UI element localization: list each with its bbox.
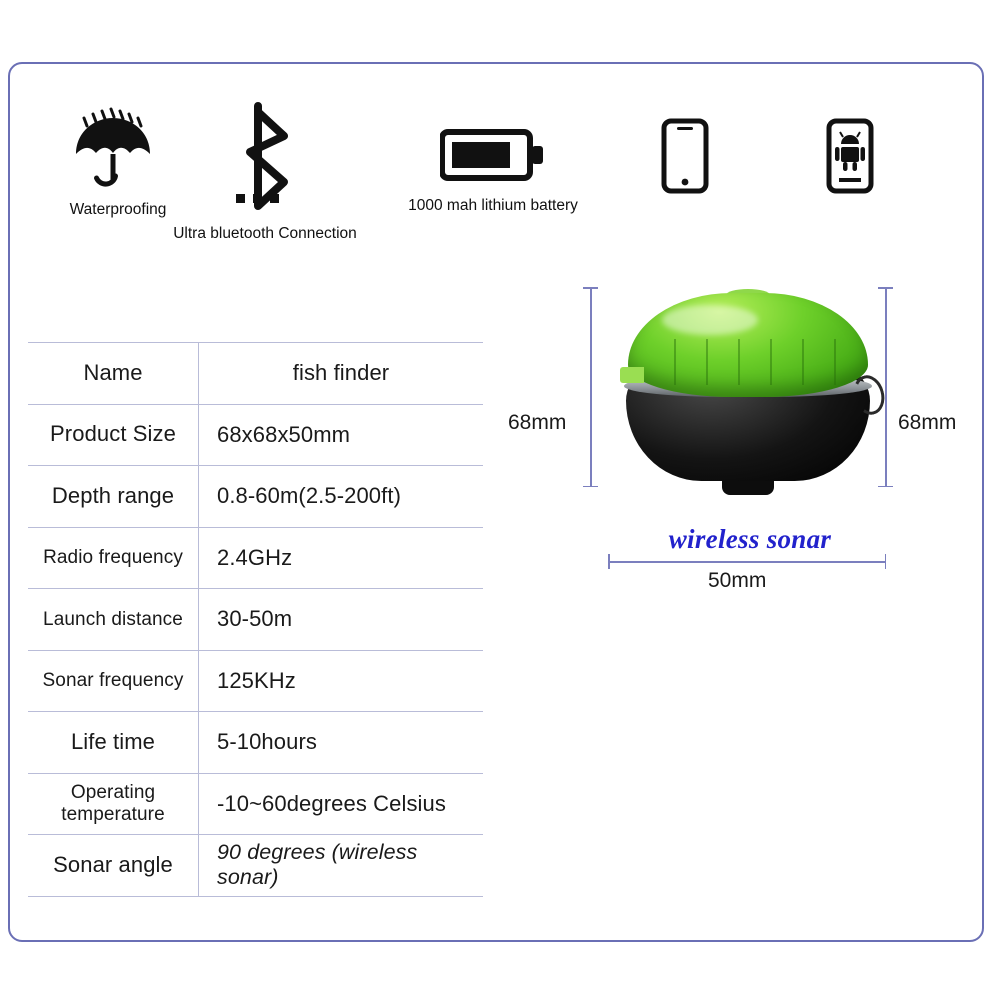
spec-key: Sonar angle (28, 835, 199, 897)
table-row (28, 835, 483, 897)
device-rib (674, 339, 676, 385)
device-rib (770, 339, 772, 385)
spec-value: fish finder (199, 343, 484, 405)
product-caption: wireless sonar (668, 524, 832, 554)
device-rib (738, 339, 740, 385)
specification-table (28, 342, 483, 897)
feature-label: 1000 mah lithium battery (408, 197, 578, 214)
table-row (28, 712, 483, 774)
dimension-label-height-left: 68mm (508, 411, 567, 434)
device-rib (706, 339, 708, 385)
feature-bluetooth (160, 102, 370, 243)
spec-value: 30-50m (199, 589, 484, 651)
spec-value: -10~60degrees Celsius (199, 773, 484, 835)
table-row (28, 589, 483, 651)
spec-key: Name (28, 343, 199, 405)
bluetooth-icon (160, 102, 370, 219)
spec-key: Sonar frequency (28, 650, 199, 712)
table-row (28, 466, 483, 528)
dimension-label-width: 50mm (708, 569, 767, 592)
feature-phone (620, 118, 750, 205)
product-image-area (490, 269, 976, 614)
spec-value: 90 degrees (wireless sonar) (199, 835, 484, 897)
feature-battery (388, 124, 598, 215)
feature-label: Ultra bluetooth Connection (173, 225, 357, 242)
device-clip (620, 367, 644, 383)
smartphone-icon (620, 118, 750, 199)
battery-icon (388, 124, 598, 191)
table-row (28, 773, 483, 835)
spec-value: 125KHz (199, 650, 484, 712)
feature-label: Waterproofing (69, 201, 167, 218)
dimension-line-right (885, 287, 887, 487)
feature-android (785, 118, 915, 205)
dimension-line-bottom (608, 561, 886, 563)
spec-value: 0.8-60m(2.5-200ft) (199, 466, 484, 528)
spec-sheet-card (8, 62, 984, 942)
spec-key: Launch distance (28, 589, 199, 651)
spec-key: Life time (28, 712, 199, 774)
feature-strip (10, 84, 982, 254)
spec-value: 2.4GHz (199, 527, 484, 589)
spec-key: Depth range (28, 466, 199, 528)
spec-key: Radio frequency (28, 527, 199, 589)
fish-finder-device-image (618, 289, 878, 489)
spec-key: Product Size (28, 404, 199, 466)
device-upper-shell (628, 293, 868, 397)
device-rib (802, 339, 804, 385)
table-row (28, 343, 483, 405)
spec-value: 5-10hours (199, 712, 484, 774)
android-smartphone-icon (785, 118, 915, 199)
device-rib (834, 339, 836, 385)
spec-key: Operating temperature (28, 773, 199, 835)
spec-value: 68x68x50mm (199, 404, 484, 466)
device-foot (722, 481, 774, 495)
table-row (28, 404, 483, 466)
table-row (28, 650, 483, 712)
dimension-label-height-right: 68mm (898, 411, 957, 434)
dimension-line-left (590, 287, 592, 487)
table-row (28, 527, 483, 589)
